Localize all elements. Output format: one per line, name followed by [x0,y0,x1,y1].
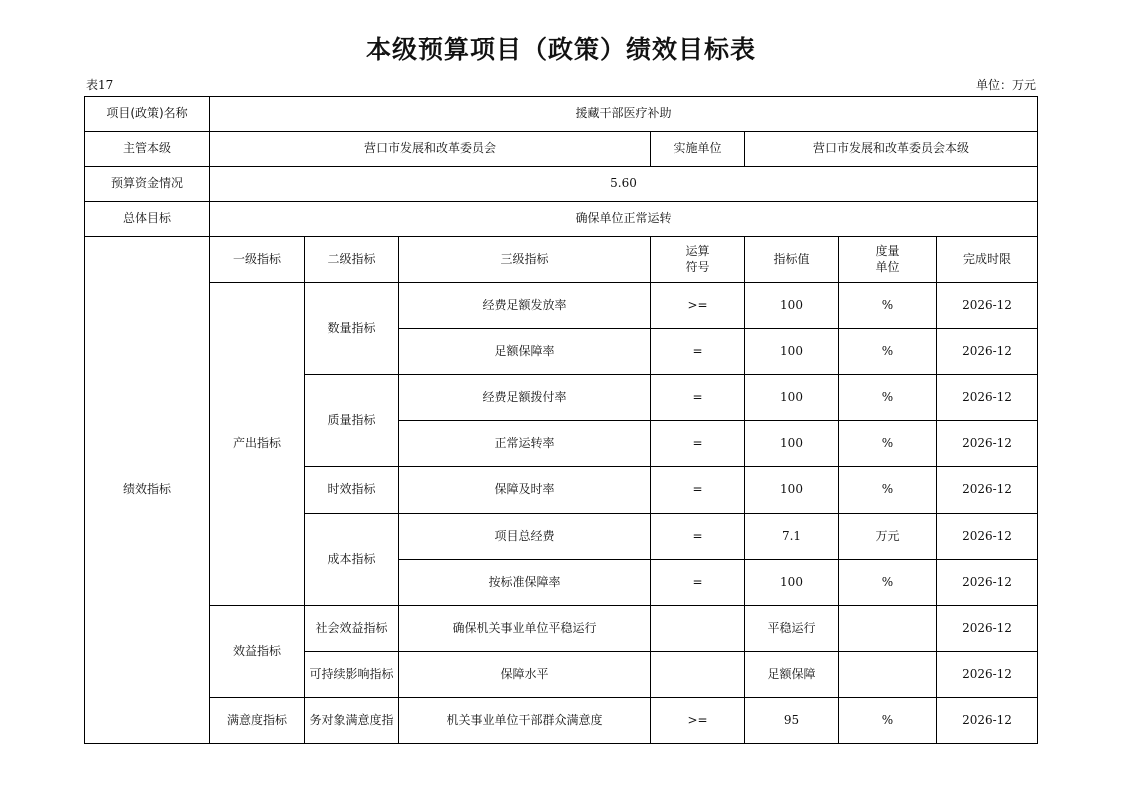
row-unit: % [839,329,937,375]
overall-label: 总体目标 [85,202,210,237]
row-op: = [651,375,745,421]
group-satisfaction: 满意度指标 [210,698,305,744]
row-value: 100 [745,329,839,375]
dept-label: 主管本级 [85,132,210,167]
group-benefit: 效益指标 [210,606,305,698]
row-op: = [651,421,745,467]
header-unit-line2: 单位 [875,259,900,274]
table-row [85,606,1038,652]
row-deadline: 2026-12 [937,421,1038,467]
row-op [651,606,745,652]
subgroup-cost: 成本指标 [305,514,399,606]
row-unit [839,606,937,652]
row-deadline: 2026-12 [937,652,1038,698]
performance-target-table [84,96,1038,744]
impl-label: 实施单位 [651,132,745,167]
budget-label: 预算资金情况 [85,167,210,202]
row-deadline: 2026-12 [937,375,1038,421]
table-row [85,698,1038,744]
subgroup-service: 务对象满意度指 [305,698,399,744]
row-value: 100 [745,283,839,329]
row-l3: 保障及时率 [399,467,651,514]
row-deadline: 2026-12 [937,514,1038,560]
project-row [85,97,1038,132]
header-l3: 三级指标 [399,237,651,283]
subgroup-quality: 质量指标 [305,375,399,467]
row-op: = [651,467,745,514]
row-l3: 机关事业单位干部群众满意度 [399,698,651,744]
overall-value: 确保单位正常运转 [210,202,1038,237]
subgroup-quantity: 数量指标 [305,283,399,375]
budget-row [85,167,1038,202]
header-value: 指标值 [745,237,839,283]
row-l3: 保障水平 [399,652,651,698]
row-value: 95 [745,698,839,744]
row-op: = [651,560,745,606]
row-unit: % [839,375,937,421]
budget-value: 5.60 [210,167,1038,202]
header-op-line1: 运算 [685,243,710,258]
table-row [85,283,1038,329]
row-l3: 足额保障率 [399,329,651,375]
table-number: 表17 [86,78,114,92]
row-op: = [651,329,745,375]
header-l1: 一级指标 [210,237,305,283]
row-op: >= [651,698,745,744]
row-unit [839,652,937,698]
project-value: 援藏干部医疗补助 [210,97,1038,132]
row-deadline: 2026-12 [937,606,1038,652]
row-l3: 正常运转率 [399,421,651,467]
subgroup-time: 时效指标 [305,467,399,514]
row-l3: 经费足额发放率 [399,283,651,329]
row-unit: % [839,421,937,467]
impl-value: 营口市发展和改革委员会本级 [745,132,1038,167]
row-unit: % [839,467,937,514]
group-output: 产出指标 [210,283,305,606]
row-deadline: 2026-12 [937,467,1038,514]
row-value: 100 [745,375,839,421]
header-op [651,237,745,283]
page-title: 本级预算项目（政策）绩效目标表 [365,35,756,64]
header-unit [839,237,937,283]
row-l3: 经费足额拨付率 [399,375,651,421]
row-deadline: 2026-12 [937,329,1038,375]
row-unit: % [839,698,937,744]
row-op: = [651,514,745,560]
row-value: 足额保障 [745,652,839,698]
dept-row [85,132,1038,167]
row-l3: 按标准保障率 [399,560,651,606]
row-deadline: 2026-12 [937,698,1038,744]
row-unit: % [839,283,937,329]
header-l2: 二级指标 [305,237,399,283]
row-value: 100 [745,467,839,514]
row-deadline: 2026-12 [937,560,1038,606]
row-op [651,652,745,698]
header-unit-line1: 度量 [875,243,900,258]
row-l3: 项目总经费 [399,514,651,560]
row-deadline: 2026-12 [937,283,1038,329]
row-value: 平稳运行 [745,606,839,652]
row-value: 100 [745,560,839,606]
header-op-line2: 符号 [685,259,710,274]
subgroup-sustain: 可持续影响指标 [305,652,399,698]
unit-label: 单位：万元 [975,78,1036,92]
row-unit: 万元 [839,514,937,560]
dept-value: 营口市发展和改革委员会 [210,132,651,167]
header-row [85,237,1038,283]
row-unit: % [839,560,937,606]
row-value: 7.1 [745,514,839,560]
header-deadline: 完成时限 [937,237,1038,283]
overall-row [85,202,1038,237]
row-l3: 确保机关事业单位平稳运行 [399,606,651,652]
row-value: 100 [745,421,839,467]
subgroup-social: 社会效益指标 [305,606,399,652]
perf-label: 绩效指标 [85,237,210,744]
row-op: >= [651,283,745,329]
project-label: 项目(政策)名称 [85,97,210,132]
